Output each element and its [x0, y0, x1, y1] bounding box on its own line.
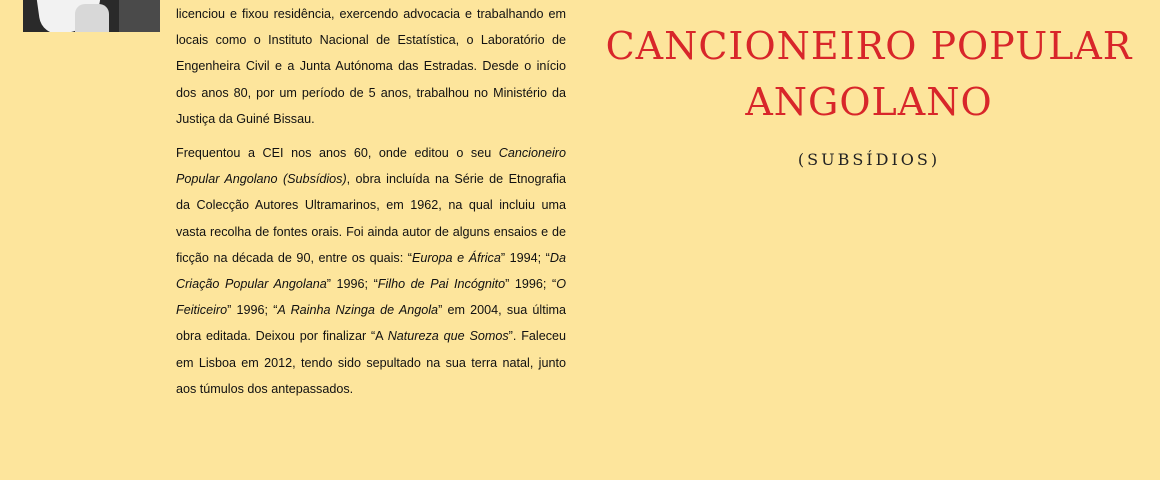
bio-text: ” 1996; “ — [227, 303, 278, 318]
bio-text: ”. Faleceu em Lisboa em 2012, tendo sido sepultado na sua terra natal, junto aos túmulos dos antepassados. — [176, 329, 566, 396]
bio-italic-title: Cancioneiro Popular Angolano (Subsídios) — [176, 146, 566, 187]
bio-paragraph-2 — [176, 140, 566, 402]
bio-text: ” 1996; “ — [505, 277, 557, 292]
bio-italic-title: O Feiticeiro — [176, 277, 566, 318]
bio-italic-title: Filho de Pai Incógnito — [377, 277, 506, 292]
cover-title — [590, 18, 1148, 130]
bio-text: ” em 2004, sua última obra editada. Deixou por finalizar “A — [176, 303, 566, 344]
author-photo — [23, 0, 160, 32]
photo-shape-mid — [75, 4, 109, 32]
cover-title-line-2: ANGOLANO — [745, 80, 993, 124]
bio-italic-title: Da Criação Popular Angolana — [176, 250, 566, 292]
bio-italic-title: Europa e África — [411, 250, 501, 265]
bio-text: , obra incluída na Série de Etnografia da Colecção Autores Ultramarinos, em 1962, na qual incluiu uma vasta recolha de fontes orais. Foi ainda autor de alguns ensaios e de ficção na década de 90, entre os quais: “ — [176, 172, 566, 265]
bio-italic-title: A Rainha Nzinga de Angola — [277, 303, 439, 318]
bio-text: ” 1996; “ — [326, 277, 378, 292]
cover-subtitle: (SUBSÍDIOS) — [797, 150, 941, 169]
bio-italic-title: Natureza que Somos — [387, 329, 509, 344]
bio-text: ” 1994; “ — [500, 250, 550, 265]
cover-title-line-1: CANCIONEIRO POPULAR — [605, 24, 1133, 68]
author-biography — [176, 1, 566, 402]
bio-text: Frequentou a CEI nos anos 60, onde editou o seu — [176, 146, 499, 161]
photo-shape-dark — [119, 0, 160, 32]
bio-paragraph-1: licenciou e fixou residência, exercendo advocacia e trabalhando em locais como o Instituto Nacional de Estatística, o Laboratório de Engenheira Civil e a Junta Autónoma das Estradas. Desde o início dos anos 80, por um período de 5 anos, trabalhou no Ministério da Justiça da Guiné Bissau. — [176, 7, 566, 126]
